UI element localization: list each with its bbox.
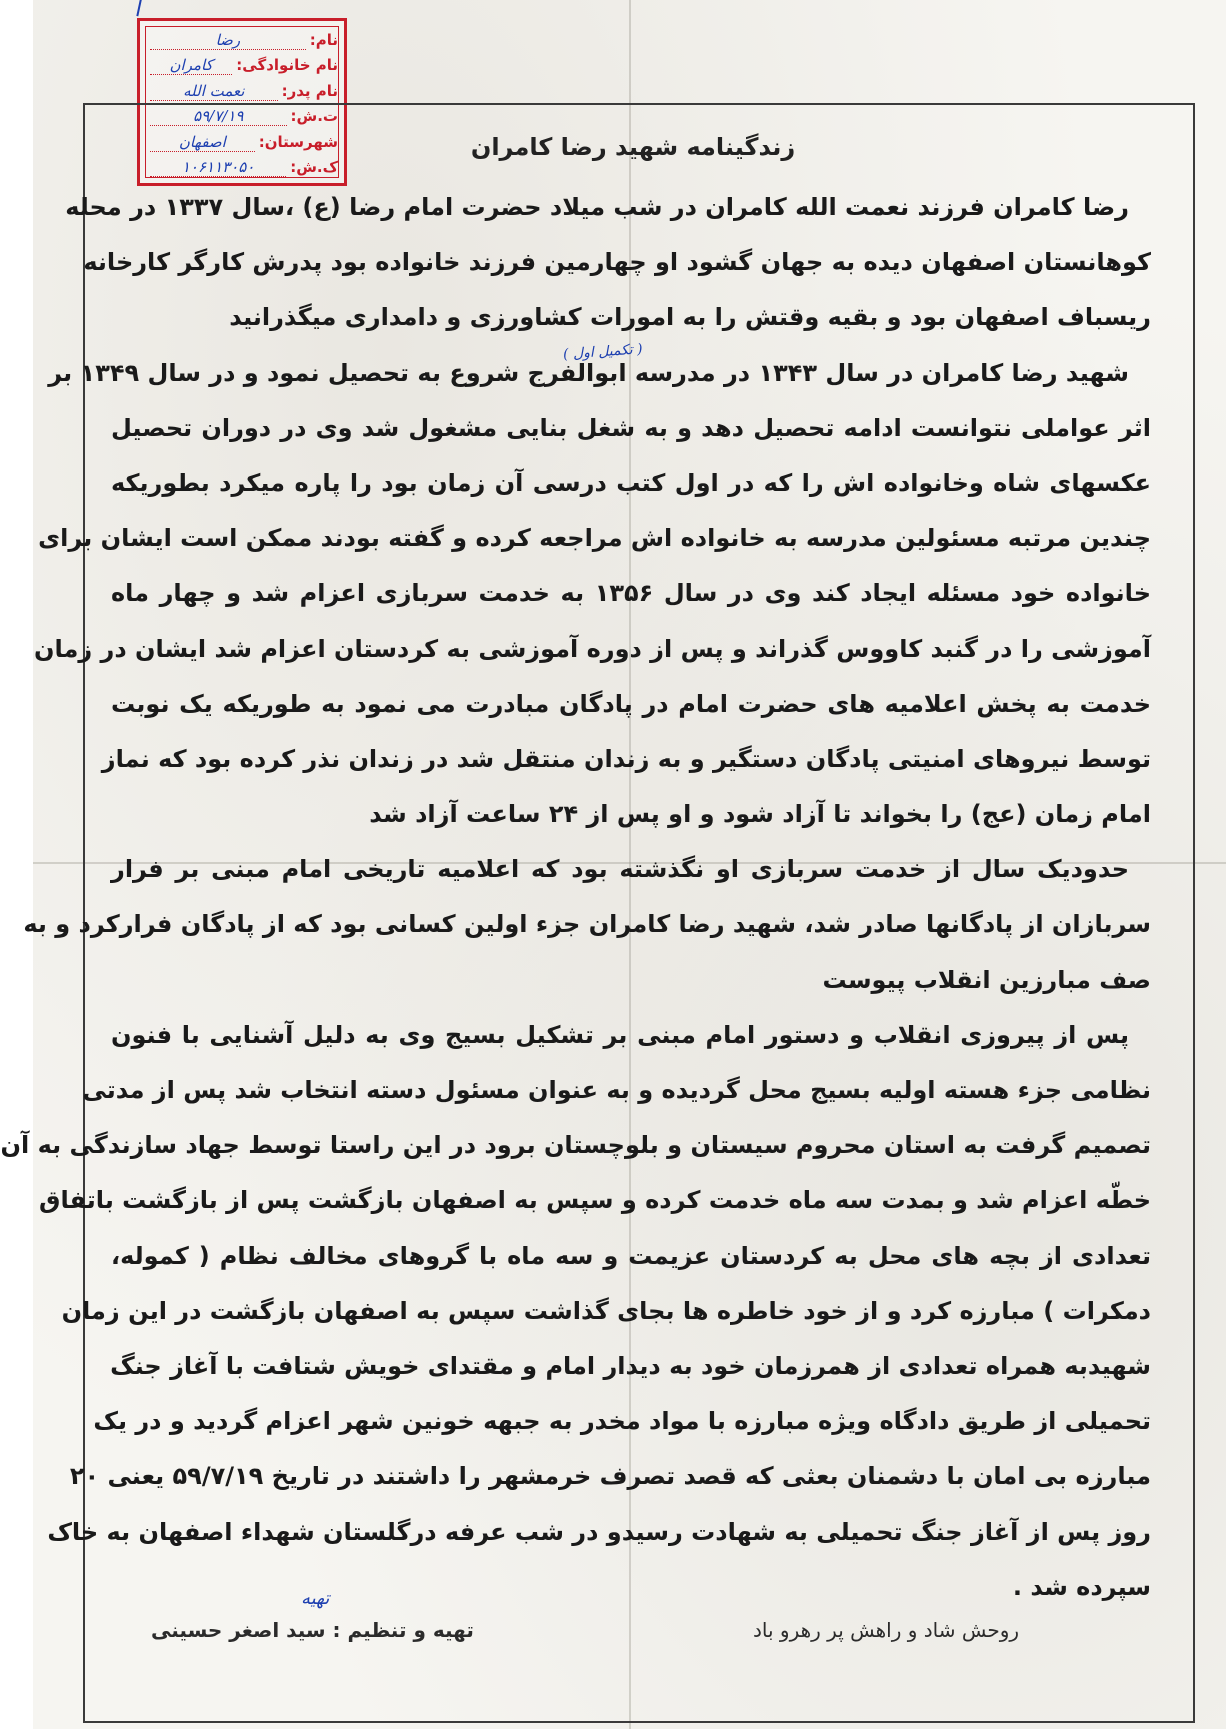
text-line: خدمت به پخش اعلامیه های حضرت امام در پادگان مبادرت می نمود به طوریکه یک نوبت xyxy=(111,689,1151,718)
text-line: اثر عواملی نتوانست ادامه تحصیل دهد و به شغل بنایی مشغول شد وی در دوران تحصیل xyxy=(111,413,1151,442)
text-line: ریسباف اصفهان بود و بقیه وقتش را به امورات کشاورزی و دامداری میگذرانید xyxy=(229,303,1151,332)
biography-body xyxy=(0,180,1151,1615)
stamp-row-value: نعمت الله xyxy=(150,82,278,101)
text-line: عکسهای شاه وخانواده اش را که در اول کتب درسی آن زمان بود را پاره میکرد بطوریکه xyxy=(111,468,1151,497)
stamp-row xyxy=(150,56,338,75)
stamp-row-label: ک.ش: xyxy=(290,157,338,176)
text-line: آموزشی را در گنبد کاووس گذراند و پس از دوره آموزشی به کردستان اعزام شد ایشان در زمان xyxy=(33,634,1151,663)
text-line: روز پس از آغاز جنگ تحمیلی به شهادت رسیدو در شب عرفه درگلستان شهداء اصفهان به خاک xyxy=(47,1517,1151,1546)
text-line: شهید رضا کامران در سال ۱۳۴۳ در مدرسه ابوالفرج شروع به تحصیل نمود و در سال ۱۳۴۹ بر xyxy=(48,358,1129,387)
stamp-row xyxy=(150,31,338,50)
paragraph xyxy=(65,180,1151,346)
text-line: سربازان از پادگانها صادر شد، شهید رضا کامران جزء اولین کسانی بود که از پادگان فرارکرد و به xyxy=(23,910,1151,939)
page-title: زندگینامه شهید رضا کامران xyxy=(470,133,796,161)
stamp-row-label: شهرستان: xyxy=(258,132,338,151)
closing-line: روحش شاد و راهش پر رهرو باد xyxy=(753,1618,1020,1642)
stamp-row-value: اصفهان xyxy=(150,133,255,152)
text-line: توسط نیروهای امنیتی پادگان دستگیر و به زندان منتقل شد در زندان نذر کرده بود که نماز xyxy=(101,744,1151,773)
text-line: خانواده خود مسئله ایجاد کند وی در سال ۱۳۵۶ به خدمت سربازی اعزام شد و چهار ماه xyxy=(111,579,1151,608)
text-line: نظامی جزء هسته اولیه بسیج محل گردیده و به عنوان مسئول دسته انتخاب شد پس از مدتی xyxy=(82,1076,1151,1104)
text-line: شهیدبه همراه تعدادی از همرزمان خود به دیدار امام و مقتدای خویش شتافت با آغاز جنگ xyxy=(110,1351,1151,1380)
stamp-row-value: رضا xyxy=(150,31,306,50)
text-line: تصمیم گرفت به استان محروم سیستان و بلوچستان برود در این راستا توسط جهاد سازندگی به آن xyxy=(0,1131,1151,1160)
text-line: کوهانستان اصفهان دیده به جهان گشود او چهارمین فرزند خانواده بود پدرش کارگر کارخانه xyxy=(83,248,1151,277)
text-line: صف مبارزین انقلاب پیوست xyxy=(822,965,1151,994)
text-line: امام زمان (عج) را بخواند تا آزاد شود و او پس از ۲۴ ساعت آزاد شد xyxy=(369,800,1151,829)
text-line: مبارزه بی امان با دشمنان بعثی که قصد تصرف خرمشهر را داشتند در تاریخ ۵۹/۷/۱۹ یعنی ۲۰ xyxy=(69,1462,1151,1491)
stamp-row-value: ۱۰۶۱۱۳۰۵۰ xyxy=(150,158,286,177)
stamp-row-label: نام خانوادگی: xyxy=(236,56,338,75)
stamp-row-label: نام پدر: xyxy=(281,81,338,100)
text-line: خطّه اعزام شد و بمدت سه ماه خدمت کرده و سپس به اصفهان بازگشت پس از بازگشت باتفاق xyxy=(39,1186,1151,1215)
paragraph xyxy=(0,1008,1151,1615)
stamp-row-label: ت.ش: xyxy=(290,107,338,126)
text-line: تحمیلی از طریق دادگاه ویژه مبارزه با مواد مخدر به جبهه خونین شهر اعزام گردید و در یک xyxy=(93,1407,1151,1436)
text-line: حدودیک سال از خدمت سربازی او نگذشته بود که اعلامیه تاریخی امام مبنی بر فرار xyxy=(111,855,1129,884)
stamp-row-value: ۵۹/۷/۱۹ xyxy=(150,107,287,126)
text-line: رضا کامران فرزند نعمت الله کامران در شب میلاد حضرت امام رضا (ع) ،سال ۱۳۳۷ در محله xyxy=(65,193,1129,221)
margin-annotation: ( تکمیل اول ) xyxy=(562,341,644,363)
text-line: تعدادی از بچه های محل به کردستان عزیمت و سه ماه با گروهای مخالف نظام ( کموله، xyxy=(111,1241,1151,1270)
text-line: چندین مرتبه مسئولین مدرسه به خانواده اش مراجعه کرده و گفته بودند ممکن است ایشان برای xyxy=(38,524,1151,553)
prepared-by: تهیه و تنظیم : سید اصغر حسینی xyxy=(151,1618,474,1642)
pen-mark xyxy=(136,0,157,20)
handwritten-signature: تهیه xyxy=(301,1588,330,1609)
paragraph xyxy=(33,346,1151,843)
text-line: سپرده شد . xyxy=(1012,1572,1151,1601)
stamp-row-label: نام: xyxy=(309,31,338,49)
paragraph xyxy=(23,842,1151,1008)
text-line: دمکرات ) مبارزه کرد و از خود خاطره ها بجای گذاشت سپس به اصفهان بازگشت در این زمان xyxy=(61,1296,1151,1325)
stamp-row-value: کامران xyxy=(150,56,232,75)
text-line: پس از پیروزی انقلاب و دستور امام مبنی بر تشکیل بسیج وی به دلیل آشنایی با فنون xyxy=(111,1020,1129,1049)
stamp-row xyxy=(150,82,338,101)
